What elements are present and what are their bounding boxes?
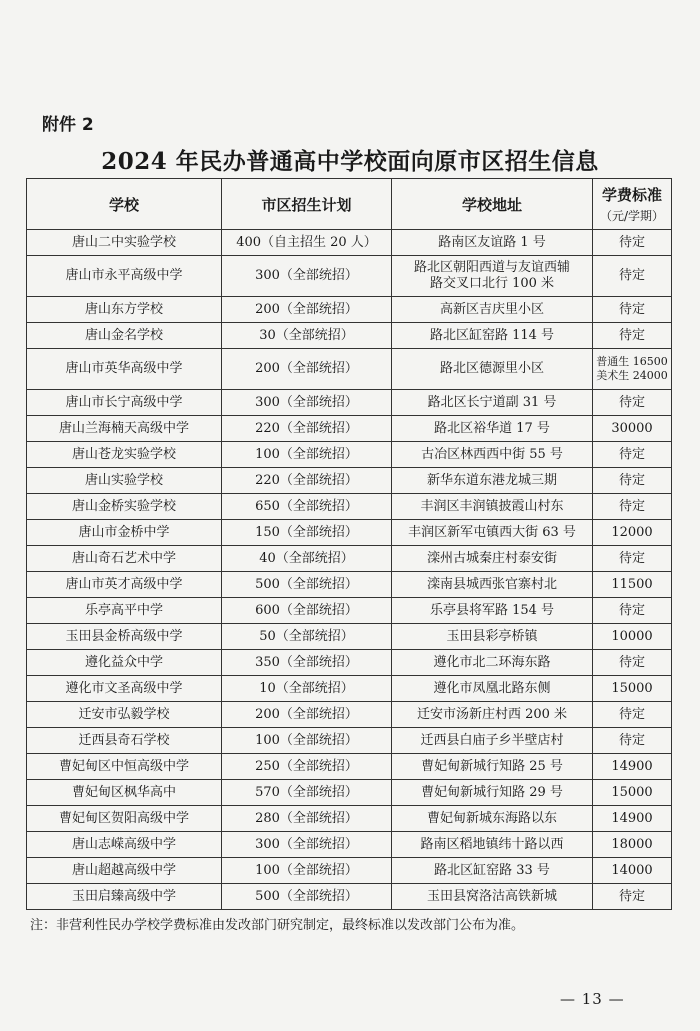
cell-fee: 待定 [593, 598, 672, 624]
cell-plan: 200（全部统招） [222, 349, 392, 390]
cell-fee: 待定 [593, 297, 672, 323]
cell-plan: 300（全部统招） [222, 256, 392, 297]
table-row [27, 754, 672, 780]
cell-address-line: 路交叉口北行 100 米 [429, 276, 555, 291]
cell-plan: 200（全部统招） [222, 297, 392, 323]
cell-plan: 200（全部统招） [222, 702, 392, 728]
cell-plan: 40（全部统招） [222, 546, 392, 572]
table-row [27, 442, 672, 468]
cell-address: 玉田县窝洛沽高铁新城 [392, 884, 593, 910]
cell-school: 唐山苍龙实验学校 [27, 442, 222, 468]
header-fee-unit: （元/学期） [599, 209, 665, 223]
cell-address: 路北区缸窑路 33 号 [392, 858, 593, 884]
cell-school: 乐亭高平中学 [27, 598, 222, 624]
cell-plan: 220（全部统招） [222, 468, 392, 494]
cell-fee: 15000 [593, 676, 672, 702]
cell-plan: 250（全部统招） [222, 754, 392, 780]
cell-school: 迁安市弘毅学校 [27, 702, 222, 728]
cell-school: 唐山市长宁高级中学 [27, 390, 222, 416]
cell-fee: 10000 [593, 624, 672, 650]
cell-school: 唐山东方学校 [27, 297, 222, 323]
table-row [27, 349, 672, 390]
cell-plan: 350（全部统招） [222, 650, 392, 676]
cell-address: 玉田县彩亭桥镇 [392, 624, 593, 650]
cell-fee: 待定 [593, 546, 672, 572]
table-row [27, 884, 672, 910]
cell-address: 乐亭县将军路 154 号 [392, 598, 593, 624]
cell-address: 迁安市汤新庄村西 200 米 [392, 702, 593, 728]
cell-address: 路北区缸窑路 114 号 [392, 323, 593, 349]
cell-address: 路南区友谊路 1 号 [392, 230, 593, 256]
cell-fee: 待定 [593, 650, 672, 676]
cell-address: 路北区德源里小区 [392, 349, 593, 390]
cell-fee: 30000 [593, 416, 672, 442]
table-row [27, 230, 672, 256]
cell-school: 迁西县奇石学校 [27, 728, 222, 754]
table-row [27, 702, 672, 728]
cell-plan: 500（全部统招） [222, 572, 392, 598]
cell-address: 高新区吉庆里小区 [392, 297, 593, 323]
cell-address: 新华东道东港龙城三期 [392, 468, 593, 494]
cell-school: 唐山金名学校 [27, 323, 222, 349]
cell-plan: 650（全部统招） [222, 494, 392, 520]
table-row [27, 546, 672, 572]
table-row [27, 520, 672, 546]
header-fee [593, 179, 672, 230]
cell-school: 唐山二中实验学校 [27, 230, 222, 256]
table-row [27, 323, 672, 349]
table-row [27, 468, 672, 494]
table-row [27, 598, 672, 624]
table-row [27, 832, 672, 858]
cell-fee: 12000 [593, 520, 672, 546]
cell-fee: 待定 [593, 323, 672, 349]
table-row [27, 806, 672, 832]
table-row [27, 650, 672, 676]
cell-school: 曹妃甸区中恒高级中学 [27, 754, 222, 780]
cell-plan: 100（全部统招） [222, 728, 392, 754]
cell-fee-line: 美术生 24000 [596, 369, 668, 382]
document-title: 2024 年民办普通高中学校面向原市区招生信息 [101, 148, 599, 175]
cell-address: 曹妃甸新城行知路 25 号 [392, 754, 593, 780]
cell-school: 唐山超越高级中学 [27, 858, 222, 884]
cell-plan: 150（全部统招） [222, 520, 392, 546]
cell-fee: 待定 [593, 884, 672, 910]
cell-fee: 待定 [593, 702, 672, 728]
cell-plan: 220（全部统招） [222, 416, 392, 442]
cell-school: 唐山金桥实验学校 [27, 494, 222, 520]
cell-address: 路南区稻地镇纬十路以西 [392, 832, 593, 858]
cell-plan: 500（全部统招） [222, 884, 392, 910]
cell-school: 唐山兰海楠天高级中学 [27, 416, 222, 442]
table-row [27, 728, 672, 754]
cell-fee: 待定 [593, 468, 672, 494]
cell-fee: 11500 [593, 572, 672, 598]
cell-address: 曹妃甸新城东海路以东 [392, 806, 593, 832]
cell-school: 唐山市英华高级中学 [27, 349, 222, 390]
cell-fee: 15000 [593, 780, 672, 806]
cell-fee: 待定 [593, 256, 672, 297]
cell-address: 滦南县城西张官寨村北 [392, 572, 593, 598]
cell-school: 玉田启臻高级中学 [27, 884, 222, 910]
cell-school: 唐山市英才高级中学 [27, 572, 222, 598]
cell-school: 遵化益众中学 [27, 650, 222, 676]
cell-school: 唐山实验学校 [27, 468, 222, 494]
cell-plan: 100（全部统招） [222, 442, 392, 468]
cell-address: 遵化市北二环海东路 [392, 650, 593, 676]
page-number: — 13 — [560, 990, 625, 1008]
cell-plan: 30（全部统招） [222, 323, 392, 349]
header-address: 学校地址 [392, 179, 593, 230]
cell-address: 路北区长宁道副 31 号 [392, 390, 593, 416]
cell-fee: 14900 [593, 806, 672, 832]
enrollment-table [26, 178, 672, 910]
header-fee-label: 学费标准 [601, 186, 662, 204]
cell-school: 唐山市永平高级中学 [27, 256, 222, 297]
cell-plan: 570（全部统招） [222, 780, 392, 806]
cell-fee-line: 普通生 16500 [596, 355, 668, 368]
cell-fee: 14900 [593, 754, 672, 780]
cell-school: 唐山奇石艺术中学 [27, 546, 222, 572]
cell-fee: 待定 [593, 728, 672, 754]
cell-address: 曹妃甸新城行知路 29 号 [392, 780, 593, 806]
cell-address: 路北区裕华道 17 号 [392, 416, 593, 442]
cell-plan: 300（全部统招） [222, 390, 392, 416]
cell-plan: 100（全部统招） [222, 858, 392, 884]
table-body [27, 230, 672, 910]
cell-school: 玉田县金桥高级中学 [27, 624, 222, 650]
cell-fee: 待定 [593, 390, 672, 416]
cell-plan: 600（全部统招） [222, 598, 392, 624]
cell-address: 遵化市凤凰北路东侧 [392, 676, 593, 702]
table-row [27, 494, 672, 520]
table-row [27, 297, 672, 323]
cell-address-line: 路北区朝阳西道与友谊西辅 [413, 260, 570, 275]
cell-fee: 待定 [593, 442, 672, 468]
header-plan: 市区招生计划 [222, 179, 392, 230]
attachment-label: 附件 2 [42, 115, 94, 135]
cell-plan: 10（全部统招） [222, 676, 392, 702]
table-row [27, 624, 672, 650]
cell-address: 丰润区新军屯镇西大街 63 号 [392, 520, 593, 546]
cell-address: 丰润区丰润镇披霞山村东 [392, 494, 593, 520]
footnote: 注：非营利性民办学校学费标准由发改部门研究制定，最终标准以发改部门公布为准。 [30, 918, 525, 933]
cell-school: 曹妃甸区枫华高中 [27, 780, 222, 806]
cell-fee: 待定 [593, 494, 672, 520]
cell-address [392, 256, 593, 297]
cell-plan: 50（全部统招） [222, 624, 392, 650]
cell-plan: 280（全部统招） [222, 806, 392, 832]
table-row [27, 390, 672, 416]
cell-school: 曹妃甸区贺阳高级中学 [27, 806, 222, 832]
table-row [27, 858, 672, 884]
cell-fee: 18000 [593, 832, 672, 858]
table-header-row [27, 179, 672, 230]
table-row [27, 256, 672, 297]
cell-address: 迁西县白庙子乡半壁店村 [392, 728, 593, 754]
table-row [27, 416, 672, 442]
table-row [27, 572, 672, 598]
cell-fee: 待定 [593, 230, 672, 256]
header-school: 学校 [27, 179, 222, 230]
table-row [27, 780, 672, 806]
cell-address: 古冶区林西西中街 55 号 [392, 442, 593, 468]
cell-fee: 14000 [593, 858, 672, 884]
cell-plan: 400（自主招生 20 人） [222, 230, 392, 256]
cell-school: 唐山志嵘高级中学 [27, 832, 222, 858]
cell-address: 滦州古城秦庄村泰安街 [392, 546, 593, 572]
cell-fee [593, 349, 672, 390]
cell-school: 遵化市文圣高级中学 [27, 676, 222, 702]
table-row [27, 676, 672, 702]
cell-school: 唐山市金桥中学 [27, 520, 222, 546]
cell-plan: 300（全部统招） [222, 832, 392, 858]
